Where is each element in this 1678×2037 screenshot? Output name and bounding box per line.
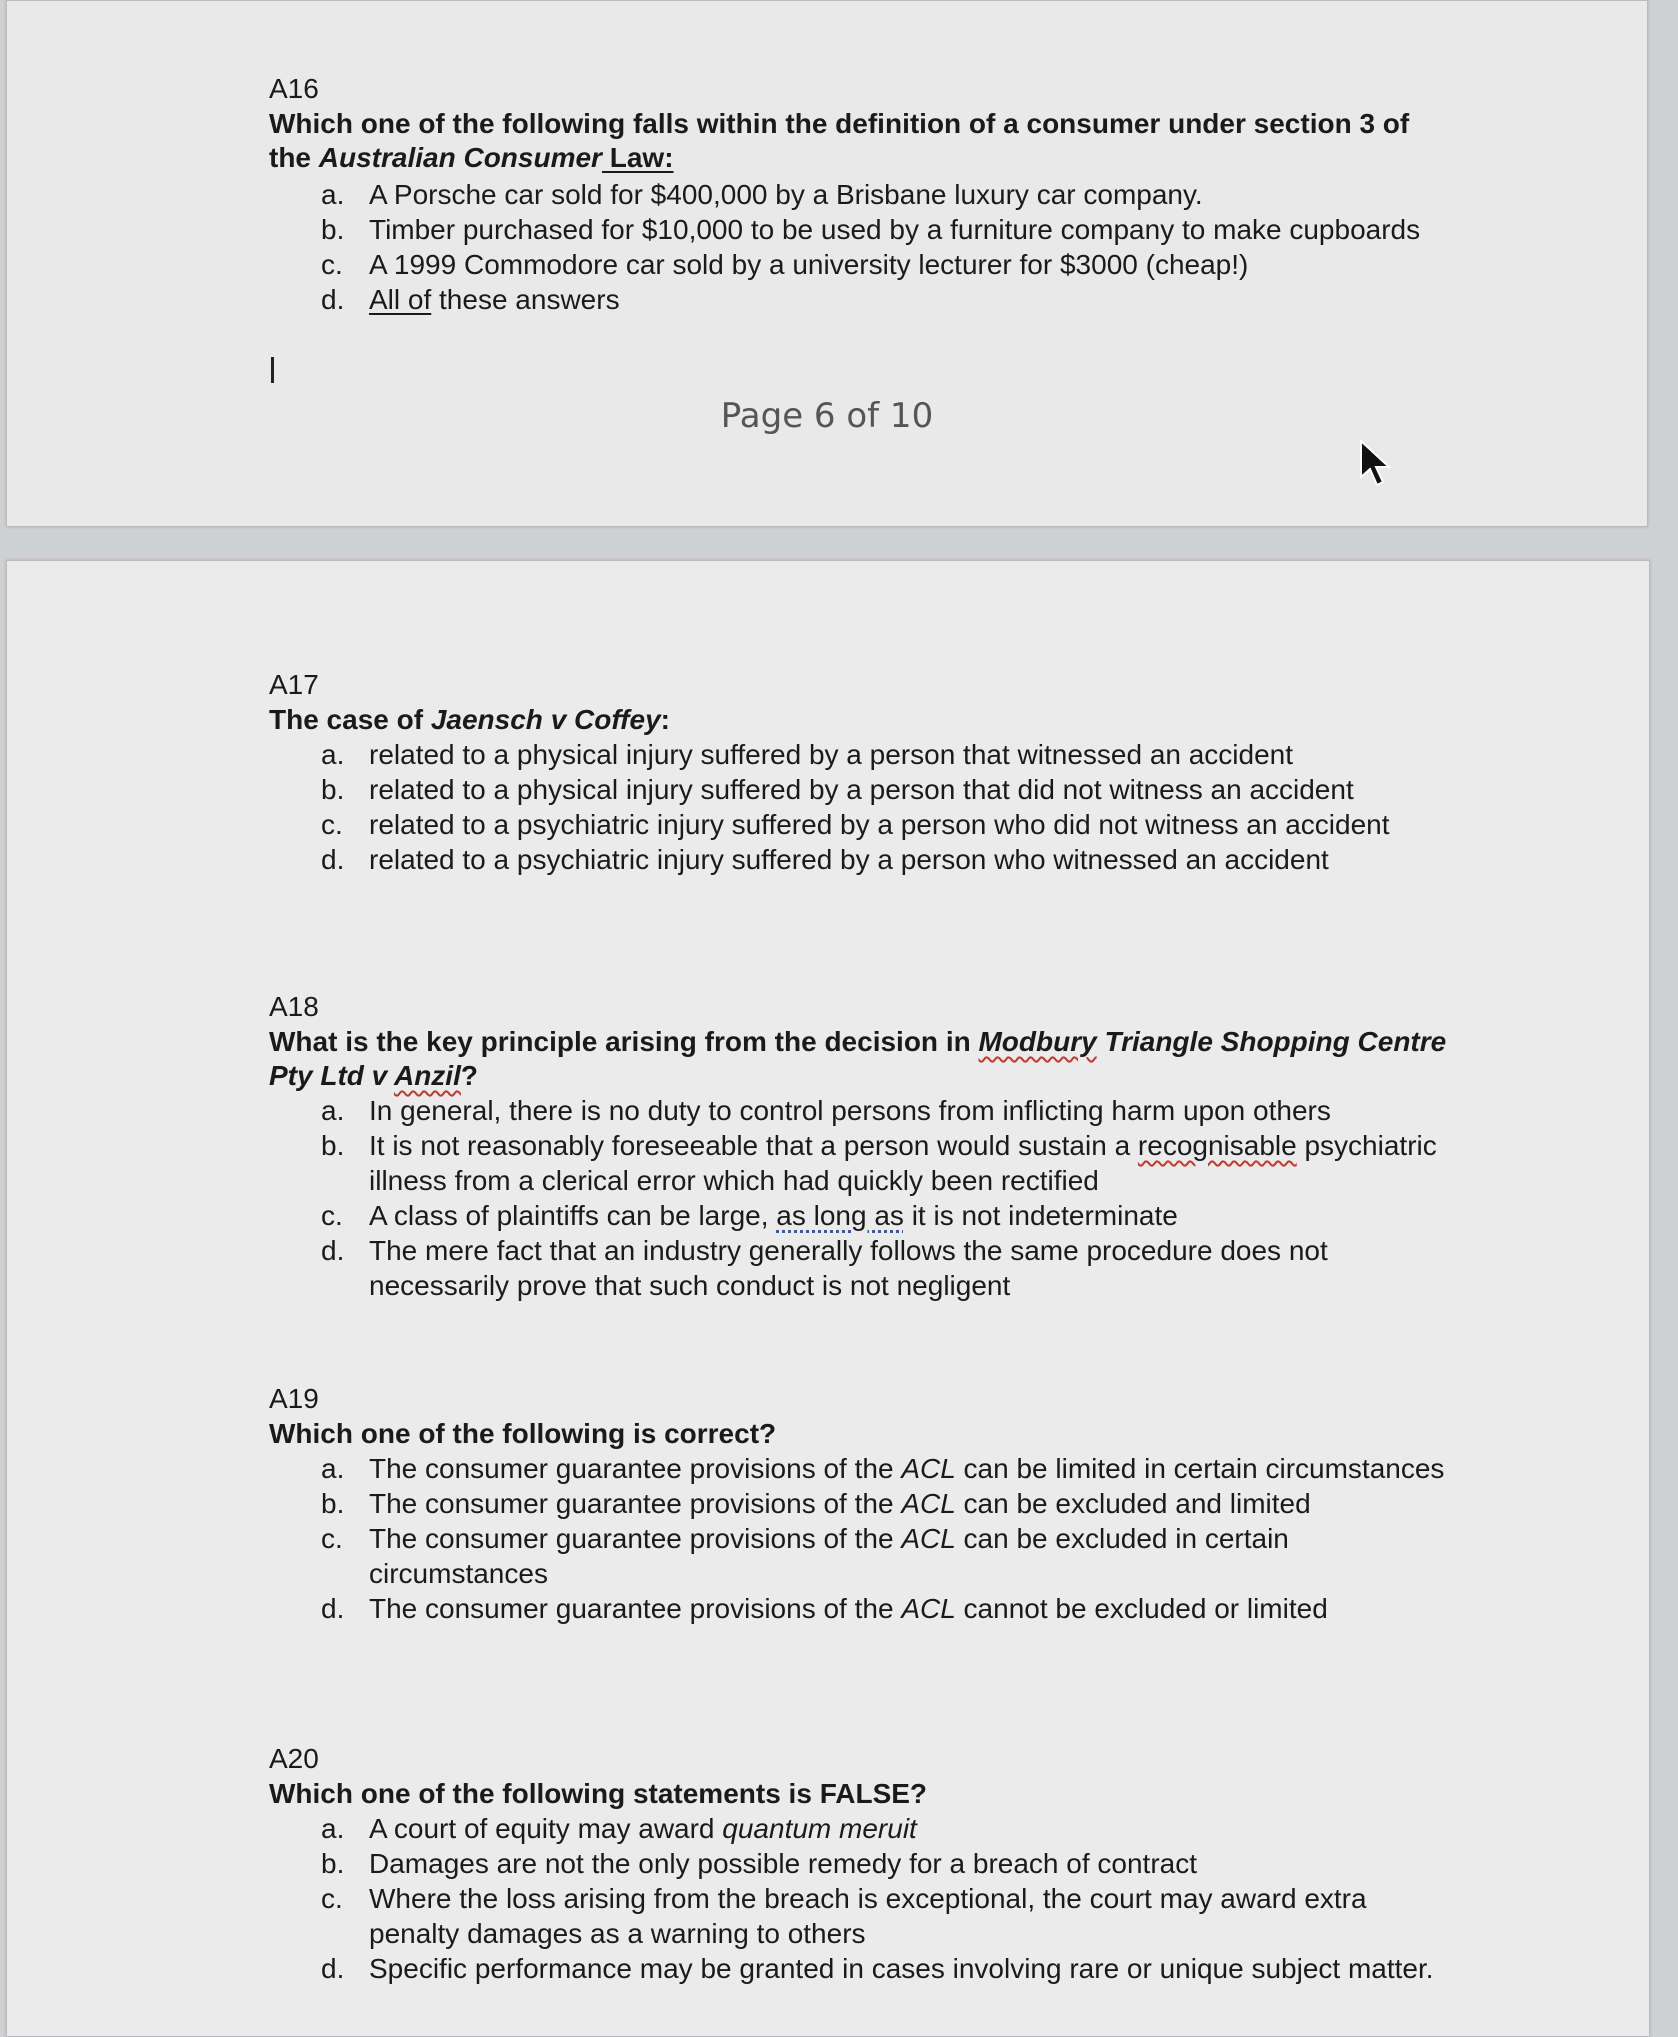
answer-option-d: d. All of these answers [321, 284, 620, 315]
question-a20 [269, 1741, 1449, 1986]
answer-option-c: c. A class of plaintiffs can be large, as long as it is not indeterminate [321, 1200, 1178, 1231]
question-a18 [269, 989, 1449, 1303]
mouse-pointer-icon [1359, 439, 1393, 487]
question-text: Which one of the following is correct? [269, 1418, 777, 1449]
question-text: The case of Jaensch v Coffey: [269, 704, 670, 735]
answer-option-d: d. Specific performance may be granted in cases involving rare or unique subject matter. [321, 1953, 1434, 1984]
question-number: A19 [269, 1383, 319, 1414]
page-number-footer: Page 6 of 10 [720, 396, 934, 436]
document-page-6 [6, 0, 1648, 527]
answer-option-d: d. The mere fact that an industry generally follows the same procedure does not necessarily prove that such conduct is not negligent [321, 1235, 1328, 1301]
answer-option-b: b. The consumer guarantee provisions of the ACL can be excluded and limited [321, 1488, 1311, 1519]
answer-option-c: c. The consumer guarantee provisions of the ACL can be excluded in certain circumstances [321, 1523, 1289, 1589]
answer-option-b: b. Timber purchased for $10,000 to be used by a furniture company to make cupboards [321, 214, 1421, 245]
question-number: A17 [269, 669, 319, 700]
question-a19 [269, 1381, 1449, 1626]
question-text: What is the key principle arising from the decision in Modbury Triangle Shopping Centre Pty Ltd v Anzil? [269, 1026, 1447, 1091]
question-a17 [269, 667, 1449, 877]
answer-option-a: a. related to a physical injury suffered by a person that witnessed an accident [321, 739, 1294, 770]
answer-options [269, 1093, 1449, 1303]
answer-option-a: a. The consumer guarantee provisions of the ACL can be limited in certain circumstances [321, 1453, 1445, 1484]
answer-options [269, 177, 1449, 317]
question-text: Which one of the following falls within the definition of a consumer under section 3 of the Australian Consumer Law: [269, 108, 1410, 173]
answer-option-b: b. related to a physical injury suffered by a person that did not witness an accident [321, 774, 1354, 805]
answer-options [269, 1451, 1449, 1626]
question-number: A18 [269, 991, 319, 1022]
answer-option-c: c. Where the loss arising from the breach is exceptional, the court may award extra penalty damages as a warning to others [321, 1883, 1367, 1949]
answer-option-b: b. It is not reasonably foreseeable that a person would sustain a recognisable psychiatric illness from a clerical error which had quickly been rectified [321, 1130, 1437, 1196]
text-insertion-cursor [271, 357, 274, 383]
document-page-7 [6, 560, 1650, 2037]
answer-option-a: a. A court of equity may award quantum meruit [321, 1813, 917, 1844]
answer-options [269, 1811, 1449, 1986]
question-number: A20 [269, 1743, 319, 1774]
answer-option-b: b. Damages are not the only possible remedy for a breach of contract [321, 1848, 1197, 1879]
answer-option-c: c. A 1999 Commodore car sold by a university lecturer for $3000 (cheap!) [321, 249, 1249, 280]
answer-option-c: c. related to a psychiatric injury suffered by a person who did not witness an accident [321, 809, 1390, 840]
answer-options [269, 737, 1449, 877]
answer-option-d: d. The consumer guarantee provisions of the ACL cannot be excluded or limited [321, 1593, 1328, 1624]
question-text: Which one of the following statements is FALSE? [269, 1778, 928, 1809]
answer-option-a: a. In general, there is no duty to control persons from inflicting harm upon others [321, 1095, 1331, 1126]
question-a16 [269, 71, 1449, 317]
question-number: A16 [269, 73, 319, 104]
answer-option-d: d. related to a psychiatric injury suffered by a person who witnessed an accident [321, 844, 1329, 875]
answer-option-a: a. A Porsche car sold for $400,000 by a Brisbane luxury car company. [321, 179, 1203, 210]
